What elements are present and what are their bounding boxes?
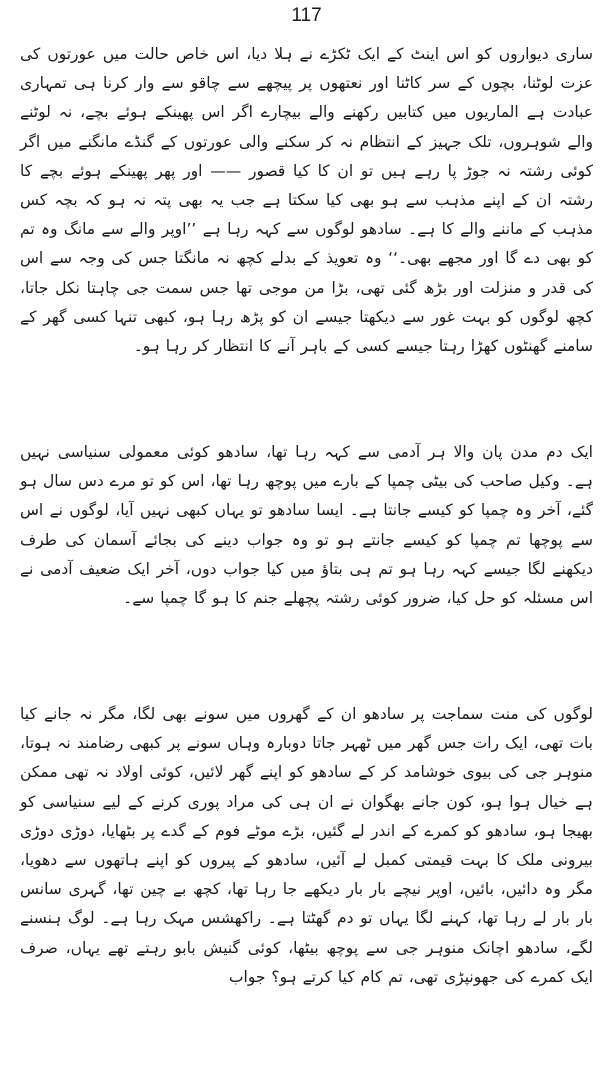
paragraph-text: ایک دم مدن پان والا ہر آدمی سے کہہ رہا تھا، سادھو کوئی معمولی سنیاسی نہیں ہے۔ وکیل صاحب کی بیٹی چمپا کے بارے میں پوچھ رہا تھا، اس کو تو مرے دس سال ہو گئے، آخر وہ چمپا کو کیسے جانتا ہے۔ ایسا سادھو تو یہاں کبھی نہیں آیا، لوگوں نے اس سے پوچھا تم چمپا کو کیسے جانتے ہو تو وہ جواب دینے کی بجائے آسمان کی طرف دیکھنے لگا جیسے کہہ رہا ہو تم ہی بتاؤ میں کیا جواب دوں، آخر ایک ضعیف آدمی نے اس مسئلہ کو حل کیا، ضرور کوئی رشتہ پچھلے جنم کا ہو گا چمپا سے۔: [20, 443, 593, 608]
paragraph-text: لوگوں کی منت سماجت پر سادھو ان کے گھروں میں سونے بھی لگا، مگر نہ جانے کیا بات تھی، ایک رات جس گھر میں ٹھہر جاتا دوبارہ وہاں سونے پر کبھی رضامند نہ ہوتا، منوہر جی کی بیوی خوشامد کر کے سادھو کو اپنے گھر لائیں، کوئی اولاد نہ تھی ممکن ہے خیال ہوا ہو، کون جانے بھگوان نے ان ہی کی مراد پوری کرنے کے لیے سنیاسی کو بھیجا ہو، سادھو کو کمرے کے اندر لے گئیں، بڑے موٹے فوم کے گدے پر بٹھایا، دوڑی دوڑی بیرونی ملک کا بہت قیمتی کمبل لے آئیں، سادھو کے پیروں کو اپنے ہاتھوں سے دھویا، مگر وہ دائیں، بائیں، اوپر نیچے بار بار دیکھے جا رہا تھا، کچھ بے چین تھا، گہری سانس بار بار لے رہا تھا، کہنے لگا یہاں تو دم گھٹتا ہے۔ راکھشس مہک رہا ہے۔ لوگ ہنسنے لگے، سادھو اچانک منوہر جی سے پوچھ بیٹھا، کوئی گنیش بابو رہتے تھے یہاں، صرف ایک کمرے کی جھونپڑی تھی، تم کام کیا کرتے ہو؟ جواب: [20, 705, 593, 986]
page-number: 117: [291, 5, 322, 26]
paragraph-3: [20, 700, 593, 992]
paragraph-2: [20, 438, 593, 613]
paragraph-text: ساری دیواروں کو اس اینٹ کے ایک ٹکڑے نے ہلا دیا، اس خاص حالت میں عورتوں کی عزت لوٹنا، بچوں کے سر کاٹنا اور نعتھوں پر پیچھے سے چاقو سے وار کرنا ہی تمہاری عبادت ہے الماریوں میں کتابیں رکھنے والے بیچارے اگر اس پھینکے ہوئے بچے، نہ لوٹنے والے شوہروں، تلک جہیز کے انتظام نہ کر سکنے والی عورتوں کے گنڈے مانگنے میں اگر کوئی رشتہ نہ جوڑ پا رہے ہیں تو ان کا کیا قصور —— اور پھر پھینکے ہوئے بچے کا رشتہ ان کے اپنے مذہب سے ہو بھی کیا سکتا ہے جب یہ بھی پتہ نہ ہو کہ بچہ کس مذہب کے ماننے والے کا ہے۔ سادھو لوگوں سے کہہ رہا ہے ’’اوپر والے سے مانگ وہ تم کو بھی دے گا اور مجھے بھی۔‘‘ وہ تعویذ کے بدلے کچھ نہ مانگتا جس کی وجہ سے اس کی قدر و منزلت اور بڑھ گئی تھی، بڑا من موجی تھا جس سمت جی چاہتا نکل جاتا، کچھ لوگوں کو بہت غور سے دیکھتا جیسے ان کو پڑھ رہا ہو، کبھی تنہا کسی گھر کے سامنے گھنٹوں کھڑا رہتا جیسے کسی کے باہر آنے کا انتظار کر رہا ہو۔: [20, 45, 593, 356]
paragraph-1: [20, 40, 593, 361]
